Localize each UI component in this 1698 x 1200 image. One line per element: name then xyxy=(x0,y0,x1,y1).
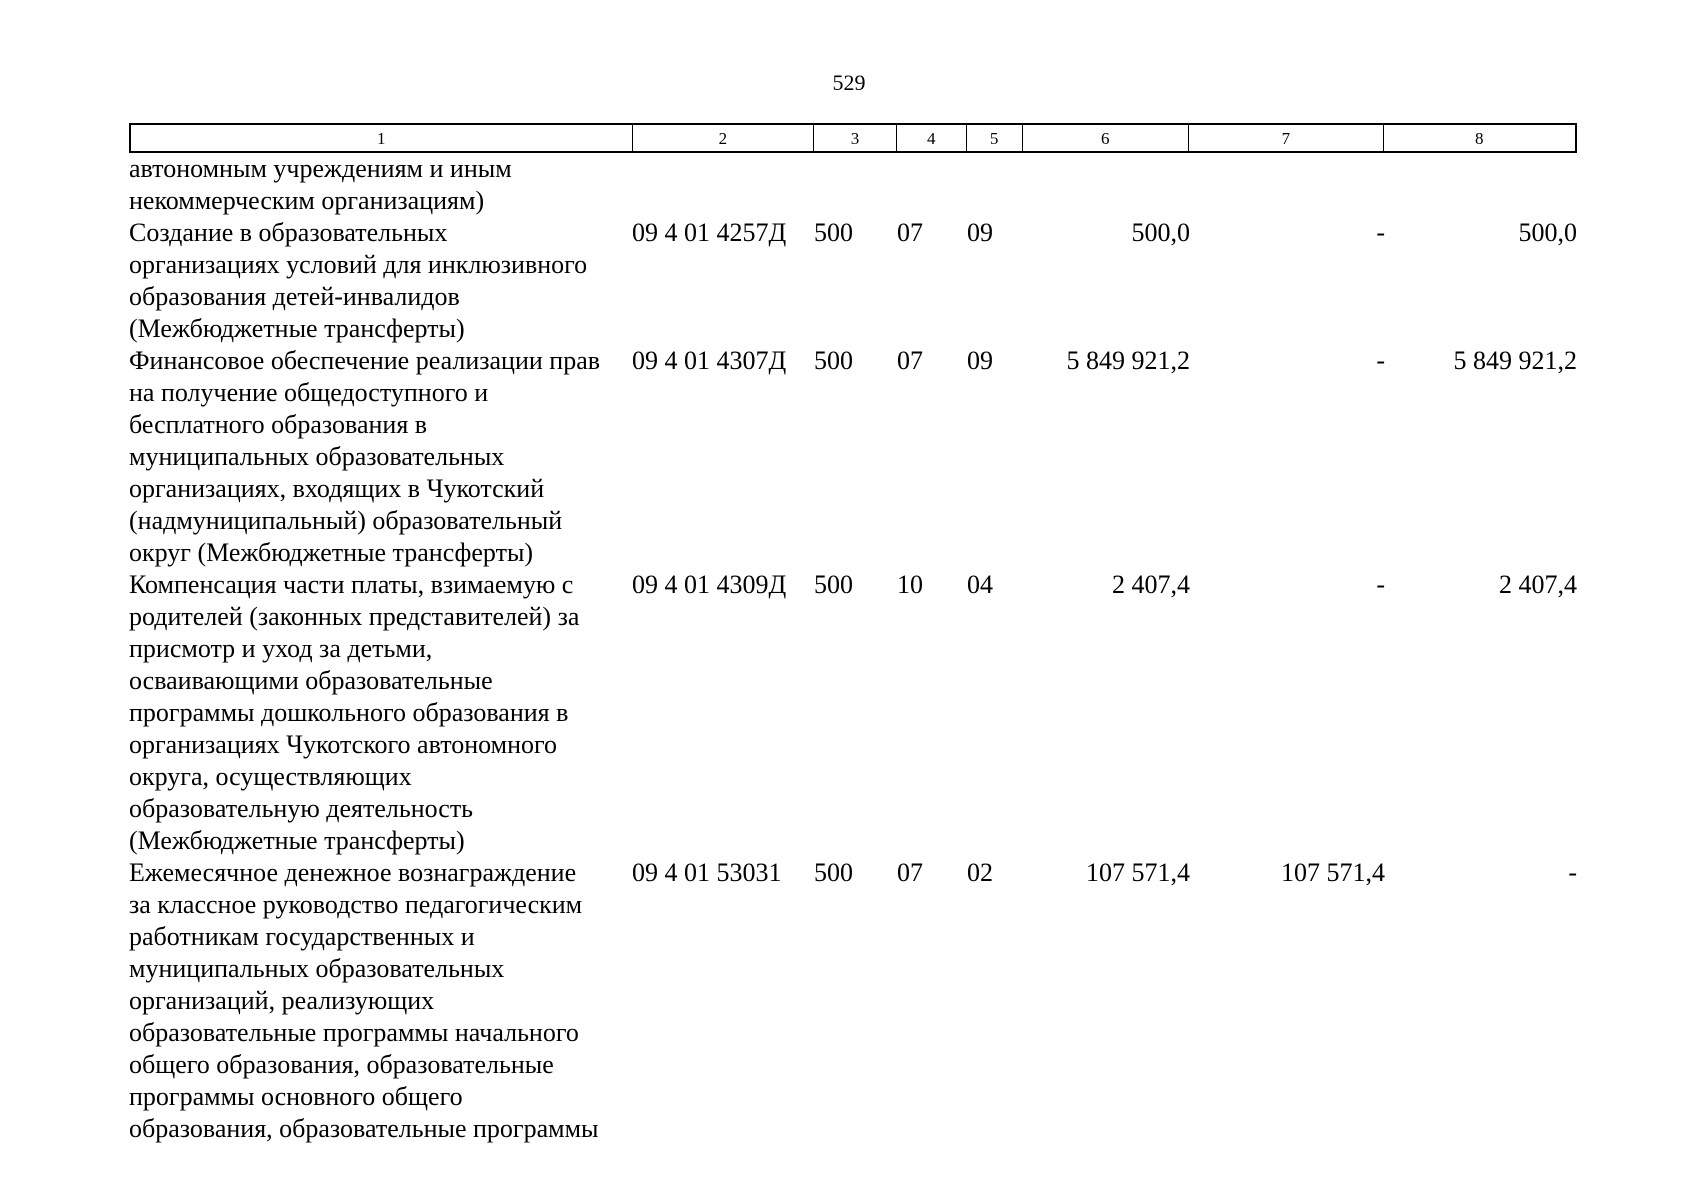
row-code: 09 4 01 4257Д xyxy=(632,218,787,247)
description-line: (Межбюджетные трансферты) xyxy=(129,826,465,855)
description-line: образования детей-инвалидов xyxy=(129,282,460,311)
description-line: родителей (законных представителей) за xyxy=(129,602,580,631)
description-line: общего образования, образовательные xyxy=(129,1050,554,1079)
description-line: (надмуниципальный) образовательный xyxy=(129,506,563,535)
description-line: за классное руководство педагогическим xyxy=(129,890,583,919)
row-col-5: 02 xyxy=(967,858,993,887)
description-line: муниципальных образовательных xyxy=(129,954,505,983)
page-number: 529 xyxy=(832,70,866,95)
row-col-8: 500,0 xyxy=(1518,218,1577,247)
row-col-7: - xyxy=(1376,570,1385,599)
description-line: муниципальных образовательных xyxy=(129,442,505,471)
header-col-7: 7 xyxy=(1189,125,1383,151)
row-col-6: 2 407,4 xyxy=(1112,570,1190,599)
budget-table xyxy=(129,123,1577,1145)
row-col-7: 107 571,4 xyxy=(1281,858,1385,887)
row-code: 09 4 01 4309Д xyxy=(632,570,787,599)
table-row xyxy=(129,345,1577,569)
description-line: Ежемесячное денежное вознаграждение xyxy=(129,858,577,887)
table-row xyxy=(129,153,1577,217)
description-line: осваивающими образовательные xyxy=(129,666,493,695)
row-description xyxy=(129,153,632,217)
row-col-5: 04 xyxy=(967,570,993,599)
description-line: Компенсация части платы, взимаемую с xyxy=(129,570,574,599)
description-line: программы основного общего xyxy=(129,1082,463,1111)
header-col-5: 5 xyxy=(967,125,1023,151)
header-col-4: 4 xyxy=(897,125,967,151)
table-row xyxy=(129,569,1577,857)
row-col-4: 07 xyxy=(897,346,923,375)
row-col-6: 107 571,4 xyxy=(1086,858,1190,887)
row-col-7: - xyxy=(1376,218,1385,247)
description-line: округ (Межбюджетные трансферты) xyxy=(129,538,534,567)
description-line: округа, осуществляющих xyxy=(129,762,412,791)
row-code: 09 4 01 53031 xyxy=(632,858,782,887)
table-body xyxy=(129,153,1577,1145)
header-col-2: 2 xyxy=(633,125,815,151)
header-col-8: 8 xyxy=(1475,129,1484,148)
row-col-8: - xyxy=(1568,858,1577,887)
row-code: 09 4 01 4307Д xyxy=(632,346,787,375)
description-line: организациях, входящих в Чукотский xyxy=(129,474,545,503)
description-line: образования, образовательные программы xyxy=(129,1114,599,1143)
header-col-6: 6 xyxy=(1023,125,1190,151)
description-line: (Межбюджетные трансферты) xyxy=(129,314,465,343)
row-description xyxy=(129,857,632,1145)
description-line: работникам государственных и xyxy=(129,922,475,951)
row-col-3: 500 xyxy=(814,218,853,247)
description-line: присмотр и уход за детьми, xyxy=(129,634,433,663)
row-col-8: 5 849 921,2 xyxy=(1453,346,1577,375)
row-col-4: 10 xyxy=(897,570,923,599)
row-col-3: 500 xyxy=(814,858,853,887)
row-col-5: 09 xyxy=(967,346,993,375)
table-row xyxy=(129,217,1577,345)
description-line: на получение общедоступного и xyxy=(129,378,489,407)
row-col-4: 07 xyxy=(897,218,923,247)
table-row xyxy=(129,857,1577,1145)
row-col-3: 500 xyxy=(814,570,853,599)
description-line: организациях Чукотского автономного xyxy=(129,730,558,759)
header-col-1: 1 xyxy=(131,125,633,151)
description-line: автономным учреждениям и иным xyxy=(129,154,512,183)
description-line: образовательную деятельность xyxy=(129,794,474,823)
row-col-5: 09 xyxy=(967,218,993,247)
description-line: организаций, реализующих xyxy=(129,986,435,1015)
table-header xyxy=(129,123,1577,153)
description-line: организациях условий для инклюзивного xyxy=(129,250,588,279)
header-col-3: 3 xyxy=(814,125,897,151)
description-line: Создание в образовательных xyxy=(129,218,448,247)
row-col-7: - xyxy=(1376,346,1385,375)
row-col-6: 500,0 xyxy=(1131,218,1190,247)
row-description xyxy=(129,345,632,569)
description-line: бесплатного образования в xyxy=(129,410,428,439)
row-description xyxy=(129,569,632,857)
row-description xyxy=(129,217,632,345)
row-col-3: 500 xyxy=(814,346,853,375)
row-col-6: 5 849 921,2 xyxy=(1066,346,1190,375)
row-col-8: 2 407,4 xyxy=(1499,570,1577,599)
description-line: некоммерческим организациям) xyxy=(129,186,485,215)
row-col-4: 07 xyxy=(897,858,923,887)
description-line: Финансовое обеспечение реализации прав xyxy=(129,346,601,375)
description-line: образовательные программы начального xyxy=(129,1018,579,1047)
description-line: программы дошкольного образования в xyxy=(129,698,569,727)
